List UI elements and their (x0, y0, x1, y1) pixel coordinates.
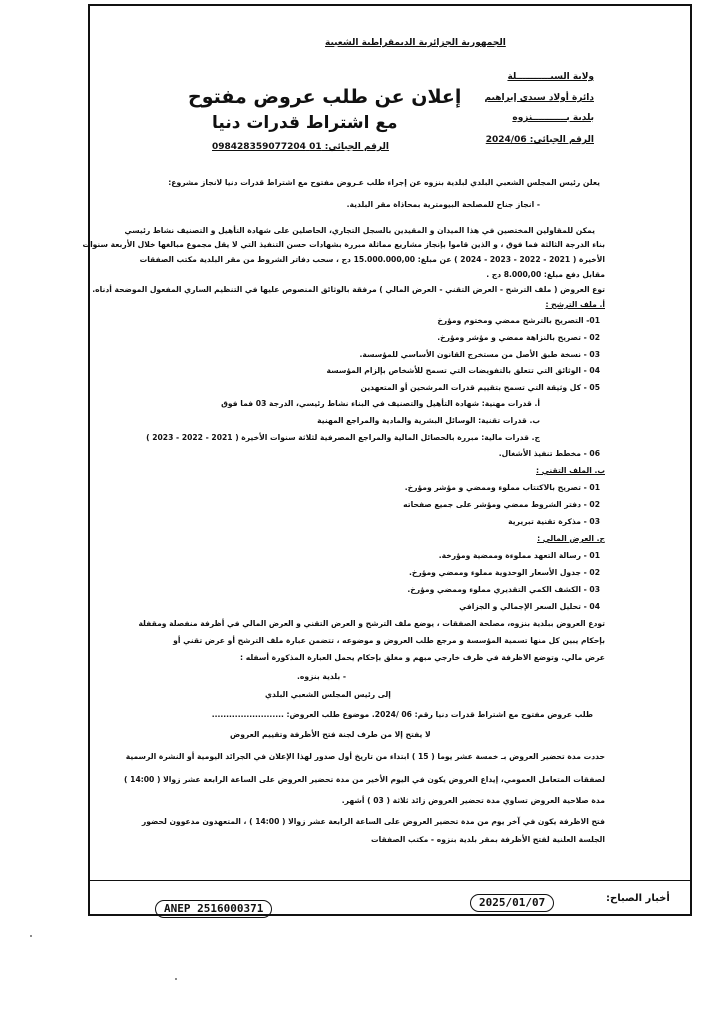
section-heading: ب. الملف التقني : (536, 466, 605, 475)
sub-item: ج. قدرات مالية: مبررة بالحصائل المالية والمراجع المصرفية لثلاثة سنوات الأخيرة ( 2021 - 2022 - 2023 ) (146, 433, 540, 442)
list-item: 02 - تصريح بالنزاهة ممضي و مؤشر ومؤرخ. (437, 333, 600, 342)
list-item: 03 - الكشف الكمي التقديري مملوء وممضي ومؤرخ. (407, 585, 600, 594)
deadline-line: الجلسة العلنية لفتح الأظرفة بمقر بلدية بنزوه - مكتب الصفقات (371, 835, 605, 844)
section-heading: أ. ملف الترشح : (545, 300, 605, 309)
intro-line: يعلن رئيس المجلس الشعبي البلدي لبلدية بنزوه عن إجراء طلب عـروض مفتوح مع اشتراط قدرات دنيا لانجاز مشروع: (168, 178, 600, 187)
daira-line: دائرة أولاد سيدي إبراهيم (484, 93, 594, 103)
reference-number: الرقم الجبائي: 2024/06 (485, 135, 594, 145)
footer-divider (90, 880, 690, 881)
fiscal-number: الرقم الجبائي: 01 098428359077204 (212, 142, 389, 152)
list-item: 01 - رسالة التعهد مملوءة وممضية ومؤرخة. (438, 551, 600, 560)
list-item: 01- التصريح بالترشح ممضي ومختوم ومؤرخ (437, 316, 600, 325)
section-heading: ج. العرض المالي : (537, 534, 605, 543)
list-item: 04 - الوثائق التي تتعلق بالتفويضات التي تسمح للأشخاص بإلزام المؤسسة (326, 366, 600, 375)
no-open-notice: لا يفتح إلا من طرف لجنة فتح الأظرفة وتقييم العروض (230, 730, 431, 739)
wilaya-line: ولاية السيـــــــــــلة (507, 72, 594, 82)
deadline-line: فتح الاظرفة يكون في آخر يوم من مدة تحضير العروض على الساعة الرابعة عشر زوالا ( 14:00 ) ، المتعهدون مدعوون لحضور (141, 817, 605, 826)
submission-line: بإحكام يبين كل منها تسمية المؤسسة و مرجع طلب العروض و موضوعه ، تتضمن عبارة ملف الترشح أو عرض تقني أو (173, 636, 605, 645)
list-item: 05 - كل وثيقة التي تسمح بتقييم قدرات المرشحين أو المتعهدين (360, 383, 600, 392)
submission-intro-line: توع العروض ( ملف الترشح - العرض التقني - العرض المالي ) مرفقة بالوثائق المنصوص عليها في التنظيم الساري المفعول الموضحة أدناه. (92, 285, 605, 294)
deadline-line: مدة صلاحية العروض تساوي مدة تحضير العروض زائد ثلاثة ( 03 ) أشهر. (341, 796, 605, 805)
sub-item: أ. قدرات مهنية: شهادة التأهيل والتصنيف في البناء نشاط رئيسي، الدرجة 03 فما فوق (221, 399, 540, 408)
commune-line: بلدية بـــــــــــنزوه (512, 113, 594, 123)
project-line: - انجاز جناح للمصلحة البيومترية بمحاذاة مقر البلدية. (346, 200, 540, 209)
list-item: 02 - جدول الأسعار الوحدوية مملوء وممضي ومؤرخ. (408, 568, 600, 577)
deadline-line: لصفقات المتعامل العمومي، إيداع العروض يكون في اليوم الأخير من مدة تحضير العروض على الساعة الرابعة عشر زوالا ( 14:00 ) (124, 775, 605, 784)
deadline-line: حددت مدة تحضير العروض بـ خمسة عشر يوما ( 15 ) ابتداء من تاريخ أول صدور لهذا الإعلان في الجرائد اليومية أو النشرة الرسمية (125, 752, 605, 761)
eligibility-line: يمكن للمقاولين المختصين في هذا الميدان و المقيدين بالسجل التجاري، الحاصلين على شهادة التأهيل و التصنيف نشاط رئيسي (124, 226, 595, 235)
eligibility-line: بناء الدرجة الثالثة فما فوق ، و الذين قاموا بإنجاز مشاريع مماثلة مبررة بشهادات حسن التنفيذ التي لا يقل مجموع مبالغها خلال الأربعة سنوات (82, 240, 605, 249)
list-item: 01 - تصريح بالاكتتاب مملوء وممضي و مؤشر ومؤرخ. (404, 483, 600, 492)
scan-speck (175, 978, 177, 980)
list-item: 06 - مخطط تنفيذ الأشغال. (498, 449, 600, 458)
anep-reference: ANEP 2516000371 (155, 900, 272, 918)
list-item: 02 - دفتر الشروط ممضي ومؤشر على جميع صفحاته (403, 500, 600, 509)
subject-line: طلب عروض مفتوح مع اشتراط قدرات دنيا رقم: 06 /2024. موضوع طلب العروض: ......................... (211, 710, 593, 719)
submission-line: تودع العروض ببلدية بنزوه، مصلحة الصفقات ، يوضع ملف الترشح و العرض التقني و العرض المالي في أظرفة منفصلة ومقفلة (138, 619, 605, 628)
publication-date: 2025/01/07 (470, 894, 554, 912)
scan-speck (30, 935, 32, 937)
eligibility-line: مقابل دفع مبلغ: 8.000,00 دج . (486, 270, 605, 279)
republic-header: الجمهورية الجزائرية الديمقراطية الشعبية (325, 38, 506, 48)
announcement-title: إعلان عن طلب عروض مفتوح (188, 86, 462, 108)
address-line: - بلدية بنزوه. (297, 672, 346, 681)
address-line: إلى رئيس المجلس الشعبي البلدي (265, 690, 391, 699)
announcement-subtitle: مع اشتراط قدرات دنيا (212, 113, 398, 133)
eligibility-line: الأخيرة ( 2021 - 2022 - 2023 - 2024 ) عن مبلغ: 15.000.000,00 دج ، سحب دفاتر الشروط من مقر البلدية مكتب الصفقات (139, 255, 605, 264)
newspaper-name: أخبار الصباح: (606, 893, 670, 904)
submission-line: عرض مالي. وتوضع الاظرفة في ظرف خارجي مبهم و مغلق بإحكام يحمل العبارة المذكورة أسفله : (240, 653, 605, 662)
list-item: 04 - تحليل السعر الإجمالي و الجزافي (459, 602, 600, 611)
list-item: 03 - مذكرة تقنية تبريرية (508, 517, 600, 526)
sub-item: ب. قدرات تقنية: الوسائل البشرية والمادية والمراجع المهنية (317, 416, 540, 425)
list-item: 03 - نسخة طبق الأصل من مستخرج القانون الأساسي للمؤسسة. (359, 350, 600, 359)
